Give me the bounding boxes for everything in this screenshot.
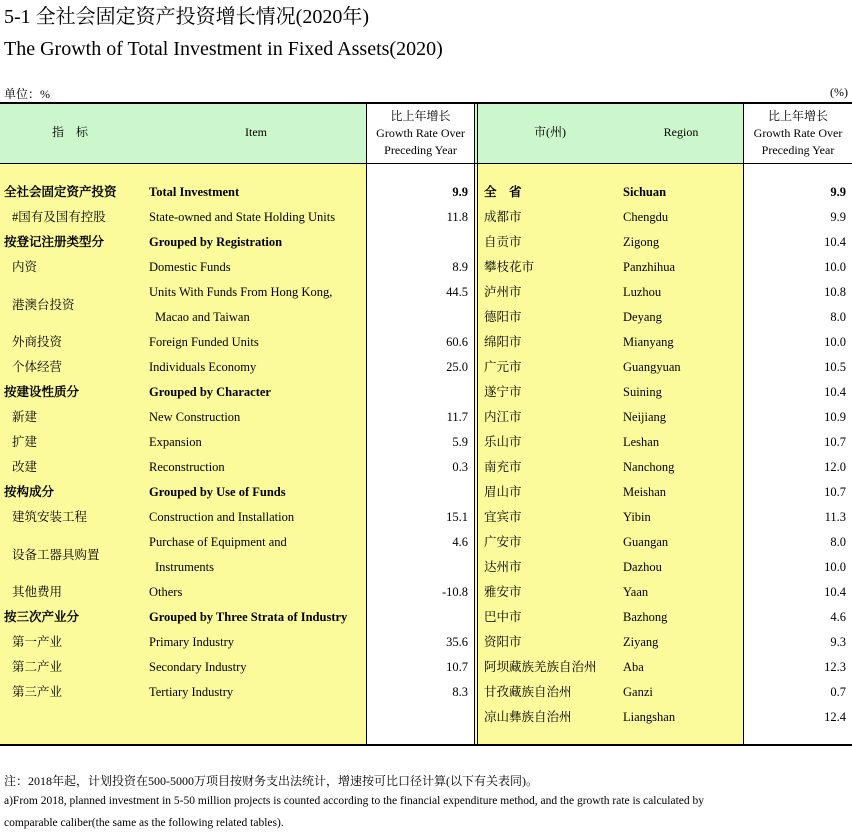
city-cn: 巴中市 (484, 610, 522, 624)
growth-value: 11.8 (446, 210, 468, 224)
region-growth-value: 10.7 (824, 435, 846, 449)
title-english: The Growth of Total Investment in Fixed Assets(2020) (4, 38, 443, 60)
growth-value: 35.6 (446, 635, 468, 649)
city-cn: 南充市 (484, 460, 522, 474)
header-city: 市(州) (534, 125, 566, 139)
city-cn: 甘孜藏族自治州 (484, 685, 572, 699)
indicator-en-cont: Instruments (155, 560, 215, 574)
growth-value: 4.6 (452, 535, 468, 549)
region-growth-value: 4.6 (830, 610, 846, 624)
header-item: Item (245, 125, 267, 139)
region-en: Mianyang (623, 335, 674, 349)
footnote-english-line2: comparable caliber(the same as the following related tables). (4, 817, 284, 829)
region-en: Liangshan (623, 710, 676, 724)
unit-label-right: (%) (830, 85, 848, 99)
region-en: Ziyang (623, 635, 659, 649)
indicator-cn: 按三次产业分 (4, 610, 80, 624)
city-cn: 宜宾市 (484, 510, 522, 524)
indicator-en: Tertiary Industry (149, 685, 234, 699)
region-en: Yaan (623, 585, 649, 599)
header-divider (0, 163, 852, 164)
region-growth-value: 9.9 (830, 210, 846, 224)
region-en: Leshan (623, 435, 660, 449)
region-en: Deyang (623, 310, 662, 324)
indicator-en: New Construction (149, 410, 241, 424)
city-cn: 德阳市 (484, 310, 522, 324)
region-growth-value: 12.3 (824, 660, 846, 674)
header-rate2-en1: Growth Rate Over (753, 126, 843, 140)
indicator-cn: 建筑安装工程 (12, 510, 88, 524)
region-en: Luzhou (623, 285, 662, 299)
footnote-chinese: 注：2018年起，计划投资在500-5000万项目按财务支出法统计，增速按可比口径计算(以下有关表同)。 (4, 774, 538, 788)
growth-value: 10.7 (446, 660, 468, 674)
indicator-en: Construction and Installation (149, 510, 295, 524)
region-growth-value: 10.4 (824, 235, 846, 249)
growth-value: 8.9 (452, 260, 468, 274)
city-cn: 成都市 (484, 210, 522, 224)
region-growth-value: 10.0 (824, 335, 846, 349)
city-cn: 广元市 (484, 360, 522, 374)
growth-value: 8.3 (452, 685, 468, 699)
growth-value: -10.8 (441, 585, 468, 599)
indicator-cn: 改建 (12, 460, 38, 474)
indicator-en: Units With Funds From Hong Kong, (149, 285, 333, 299)
header-rate-en2: Preceding Year (384, 143, 457, 157)
growth-value (366, 480, 468, 505)
city-cn: 眉山市 (484, 485, 522, 499)
city-cn: 凉山彝族自治州 (484, 710, 572, 724)
column-divider (477, 104, 478, 744)
growth-value (366, 230, 468, 255)
indicator-cn: 全社会固定资产投资 (4, 185, 117, 199)
growth-value: 5.9 (452, 435, 468, 449)
region-en: Chengdu (623, 210, 669, 224)
region-growth-value: 10.0 (824, 260, 846, 274)
indicator-cn: 按构成分 (4, 485, 55, 499)
region-growth-value: 8.0 (830, 535, 846, 549)
city-cn: 乐山市 (484, 435, 522, 449)
region-growth-value: 10.4 (824, 385, 846, 399)
city-cn: 广安市 (484, 535, 522, 549)
indicator-cn: 按建设性质分 (4, 385, 80, 399)
header-region: Region (663, 125, 699, 139)
region-growth-value: 9.9 (830, 185, 846, 199)
region-en: Guangyuan (623, 360, 681, 374)
indicator-cn: 第二产业 (12, 660, 63, 674)
region-growth-value: 10.4 (824, 585, 846, 599)
city-cn: 雅安市 (484, 585, 522, 599)
indicator-en: Grouped by Use of Funds (149, 485, 286, 499)
growth-value: 9.9 (452, 185, 468, 199)
growth-value: 0.3 (452, 460, 468, 474)
city-cn: 泸州市 (484, 285, 522, 299)
header-indicator: 指 标 (51, 125, 88, 139)
growth-value (366, 380, 468, 405)
investment-table (0, 102, 852, 746)
region-growth-value: 0.7 (830, 685, 846, 699)
growth-value: 15.1 (446, 510, 468, 524)
indicator-en: State-owned and State Holding Units (149, 210, 336, 224)
region-en: Yibin (623, 510, 651, 524)
growth-value: 44.5 (446, 285, 468, 299)
city-cn: 绵阳市 (484, 335, 522, 349)
growth-value: 60.6 (446, 335, 468, 349)
indicator-en: Foreign Funded Units (149, 335, 259, 349)
indicator-cn: #国有及国有控股 (12, 210, 106, 224)
city-cn: 攀枝花市 (484, 260, 535, 274)
title-chinese: 5-1 全社会固定资产投资增长情况(2020年) (4, 6, 369, 28)
region-growth-value: 12.0 (824, 460, 846, 474)
region-growth-value: 11.3 (824, 510, 846, 524)
region-en: Aba (623, 660, 644, 674)
city-cn: 阿坝藏族羌族自治州 (484, 660, 597, 674)
indicator-cn: 其他费用 (12, 585, 63, 599)
indicator-en: Grouped by Three Strata of Industry (149, 610, 348, 624)
indicator-en: Expansion (149, 435, 202, 449)
indicator-en-cont: Macao and Taiwan (155, 310, 250, 324)
region-growth-value: 10.5 (824, 360, 846, 374)
indicator-cn: 新建 (12, 410, 38, 424)
region-growth-value: 12.4 (824, 710, 846, 724)
region-en: Ganzi (623, 685, 653, 699)
footnote-english-line1: a)From 2018, planned investment in 5-50 million projects is counted according to the financial expenditure method, and the growth rate is calculated by (4, 795, 705, 807)
indicator-cn: 港澳台投资 (12, 297, 75, 312)
indicator-en: Domestic Funds (149, 260, 231, 274)
region-en: Dazhou (623, 560, 662, 574)
indicator-en: Individuals Economy (149, 360, 257, 374)
region-en: Sichuan (623, 185, 667, 199)
region-growth-value: 10.0 (824, 560, 846, 574)
region-en: Guangan (623, 535, 669, 549)
growth-value (366, 605, 468, 630)
indicator-en: Grouped by Character (149, 385, 271, 399)
region-growth-value: 10.9 (824, 410, 846, 424)
region-growth-value: 10.8 (824, 285, 846, 299)
header-rate-cn: 比上年增长 (390, 109, 451, 123)
region-growth-value: 9.3 (830, 635, 846, 649)
city-cn: 达州市 (484, 560, 522, 574)
region-en: Neijiang (623, 410, 667, 424)
city-cn: 全 省 (484, 185, 522, 199)
region-en: Panzhihua (623, 260, 676, 274)
city-cn: 内江市 (484, 410, 522, 424)
header-rate-en1: Growth Rate Over (376, 126, 465, 140)
indicator-cn: 外商投资 (12, 335, 63, 349)
indicator-en: Grouped by Registration (149, 235, 283, 249)
header-rate2-cn: 比上年增长 (767, 109, 828, 123)
indicator-cn: 第三产业 (12, 685, 63, 699)
indicator-cn: 第一产业 (12, 635, 63, 649)
indicator-en: Others (149, 585, 183, 599)
region-en: Zigong (623, 235, 660, 249)
city-cn: 自贡市 (484, 235, 522, 249)
region-growth-value: 10.7 (824, 485, 846, 499)
region-growth-value: 8.0 (830, 310, 846, 324)
city-cn: 资阳市 (484, 635, 522, 649)
indicator-cn: 设备工器具购置 (12, 547, 100, 562)
indicator-en: Reconstruction (149, 460, 225, 474)
indicator-cn: 内资 (12, 260, 38, 274)
indicator-en: Secondary Industry (149, 660, 247, 674)
region-en: Meishan (623, 485, 667, 499)
region-en: Nanchong (623, 460, 675, 474)
region-en: Bazhong (623, 610, 668, 624)
region-en: Suining (623, 385, 662, 399)
growth-value: 11.7 (446, 410, 468, 424)
unit-label: 单位：% (4, 87, 50, 101)
indicator-cn: 按登记注册类型分 (4, 235, 105, 249)
indicator-cn: 个体经营 (12, 360, 63, 374)
header-rate2-en2: Preceding Year (761, 143, 835, 157)
indicator-en: Total Investment (149, 185, 240, 199)
growth-value: 25.0 (446, 360, 468, 374)
indicator-en: Purchase of Equipment and (149, 535, 287, 549)
city-cn: 遂宁市 (484, 385, 522, 399)
indicator-en: Primary Industry (149, 635, 235, 649)
column-divider (474, 104, 475, 744)
indicator-cn: 扩建 (12, 435, 38, 449)
